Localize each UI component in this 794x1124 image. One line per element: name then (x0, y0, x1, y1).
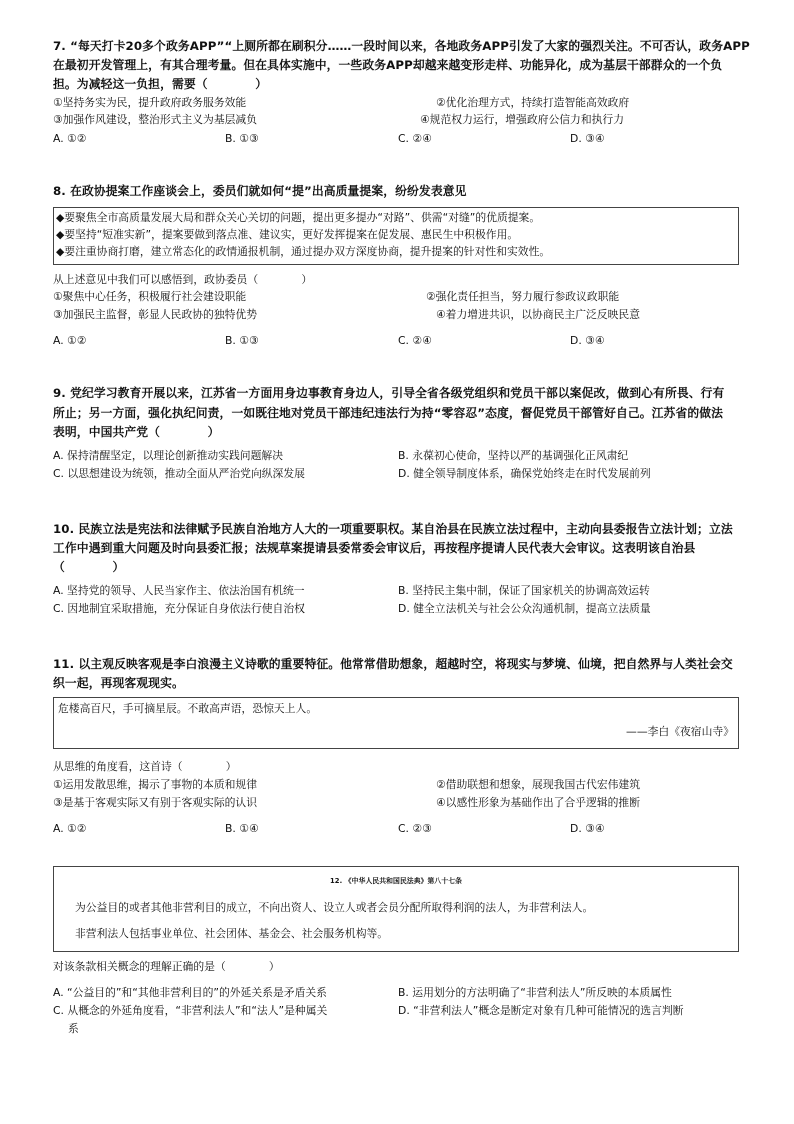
q8-option-3: ③加强民主监督，彰显人民政协的独特优势 (53, 308, 258, 321)
q9-stem-line-2: 所止；另一方面，强化执纪问责，一如既往地对党员干部违纪违法行为持“零容忍”态度，督促党员干部管好自己。江苏省的做法 (53, 406, 724, 420)
q9-option-d[interactable]: D. 健全领导制度体系，确保党始终走在时代发展前列 (398, 467, 651, 480)
q7-answer-d[interactable]: D. ③④ (570, 132, 605, 145)
q9-option-b[interactable]: B. 永葆初心使命，坚持以严的基调强化正风肃纪 (398, 449, 629, 462)
q8-answer-b[interactable]: B. ①③ (225, 334, 259, 347)
q12-option-a[interactable]: A. “公益目的”和“其他非营利目的”的外延关系是矛盾关系 (53, 986, 327, 999)
q7-option-4: ④规范权力运行，增强政府公信力和执行力 (420, 113, 625, 126)
q7-stem-line-3: 担。为减轻这一负担，需要（ ） (53, 77, 268, 91)
q11-option-3: ③是基于客观实际又有别于客观实际的认识 (53, 796, 258, 809)
q10-stem-line-3: （ ） (53, 560, 125, 574)
q12-option-c-continued: 系 (68, 1022, 79, 1035)
q9-stem-line-1: 9. 党纪学习教育开展以来，江苏省一方面用身边事教育身边人，引导全省各级党组织和党员干部以案促改，做到心有所畏、行有 (53, 386, 725, 400)
q12-lead: 对该条款相关概念的理解正确的是（ ） (53, 960, 280, 973)
q10-stem-line-2: 工作中遇到重大问题及时向县委汇报；法规草案提请县委常委会审议后，再按程序提请人民代表大会审议。这表明该自治县 (53, 541, 696, 555)
q10-stem-line-1: 10. 民族立法是宪法和法律赋予民族自治地方人大的一项重要职权。某自治县在民族立法过程中，主动向县委报告立法计划；立法 (53, 522, 733, 536)
q8-stem: 8. 在政协提案工作座谈会上，委员们就如何“提”出高质量提案，纷纷发表意见 (53, 184, 467, 198)
q7-stem-line-1: 7. “每天打卡20多个政务APP”“上厕所都在刷积分……一段时间以来，各地政务APP引发了大家的强烈关注。不可否认，政务APP (53, 39, 750, 53)
q7-answer-c[interactable]: C. ②④ (398, 132, 432, 145)
q11-option-1: ①运用发散思维，揭示了事物的本质和规律 (53, 778, 258, 791)
q11-option-2: ②借助联想和想象，展现我国古代宏伟建筑 (436, 778, 641, 791)
q11-answer-a[interactable]: A. ①② (53, 822, 87, 835)
q9-option-a[interactable]: A. 保持清醒坚定，以理论创新推动实践问题解决 (53, 449, 283, 462)
q8-opinion-box (53, 207, 739, 265)
q8-lead: 从上述意见中我们可以感悟到，政协委员（ ） (53, 273, 313, 286)
q12-option-b[interactable]: B. 运用划分的方法明确了“非营利法人”所反映的本质属性 (398, 986, 672, 999)
q12-law-box (53, 866, 739, 952)
q7-option-3: ③加强作风建设，整治形式主义为基层减负 (53, 113, 258, 126)
q7-stem-line-2: 在最初开发管理上，有其合理考量。但在具体实施中，一些政务APP却越来越变形走样、功能异化，成为基层干部群众的一个负 (53, 58, 723, 72)
q11-poem-source: ——李白《夜宿山寺》 (626, 725, 734, 738)
q11-answer-d[interactable]: D. ③④ (570, 822, 605, 835)
q7-answer-b[interactable]: B. ①③ (225, 132, 259, 145)
q8-opinion-3: ◆要注重协商打磨，建立常态化的政情通报机制，通过提办双方深度协商，提升提案的针对性和实效性。 (56, 245, 551, 258)
q12-option-d[interactable]: D. “非营利法人”概念是断定对象有几种可能情况的选言判断 (398, 1004, 684, 1017)
q7-option-2: ②优化治理方式，持续打造智能高效政府 (436, 96, 630, 109)
q8-answer-d[interactable]: D. ③④ (570, 334, 605, 347)
q11-stem-line-2: 织一起，再现客观现实。 (53, 676, 184, 690)
q7-option-1: ①坚持务实为民，提升政府政务服务效能 (53, 96, 247, 109)
q12-law-text-2: 非营利法人包括事业单位、社会团体、基金会、社会服务机构等。 (75, 927, 389, 940)
q12-option-c[interactable]: C. 从概念的外延角度看，“非营利法人”和“法人”是种属关 (53, 1004, 328, 1017)
q8-option-1: ①聚焦中心任务，积极履行社会建设职能 (53, 290, 247, 303)
q11-answer-c[interactable]: C. ②③ (398, 822, 432, 835)
q10-option-a[interactable]: A. 坚持党的领导、人民当家作主、依法治国有机统一 (53, 584, 305, 597)
q8-option-2: ②强化责任担当，努力履行参政议政职能 (426, 290, 620, 303)
q10-option-c[interactable]: C. 因地制宜采取措施，充分保证自身依法行使自治权 (53, 602, 305, 615)
q11-answer-b[interactable]: B. ①④ (225, 822, 259, 835)
q11-poem-box (53, 697, 739, 749)
q8-answer-c[interactable]: C. ②④ (398, 334, 432, 347)
q11-poem-text: 危楼高百尺，手可摘星辰。不敢高声语，恐惊天上人。 (58, 702, 318, 715)
q9-option-c[interactable]: C. 以思想建设为统领，推动全面从严治党向纵深发展 (53, 467, 305, 480)
q8-answer-a[interactable]: A. ①② (53, 334, 87, 347)
q11-lead: 从思维的角度看，这首诗（ ） (53, 760, 237, 773)
q8-opinion-2: ◆要坚持“短准实新”，提案要做到落点准、建议实，更好发挥提案在促发展、惠民生中积极作用。 (56, 228, 519, 241)
q12-law-text-1: 为公益目的或者其他非营利目的成立，不向出资人、设立人或者会员分配所取得利润的法人，为非营利法人。 (75, 901, 594, 914)
q8-option-4: ④着力增进共识，以协商民主广泛反映民意 (436, 308, 641, 321)
q7-answer-a[interactable]: A. ①② (53, 132, 87, 145)
q10-option-d[interactable]: D. 健全立法机关与社会公众沟通机制，提高立法质量 (398, 602, 651, 615)
q12-title: 12. 《中华人民共和国民法典》第八十七条 (329, 877, 463, 885)
q10-option-b[interactable]: B. 坚持民主集中制，保证了国家机关的协调高效运转 (398, 584, 650, 597)
q11-option-4: ④以感性形象为基础作出了合乎逻辑的推断 (436, 796, 641, 809)
q9-stem-line-3: 表明，中国共产党（ ） (53, 425, 220, 439)
q11-stem-line-1: 11. 以主观反映客观是李白浪漫主义诗歌的重要特征。他常常借助想象，超越时空，将现实与梦境、仙境，把自然界与人类社会交 (53, 657, 733, 671)
q8-opinion-1: ◆要聚焦全市高质量发展大局和群众关心关切的问题，提出更多提办“对路”、供需“对缝”的优质提案。 (56, 211, 541, 224)
